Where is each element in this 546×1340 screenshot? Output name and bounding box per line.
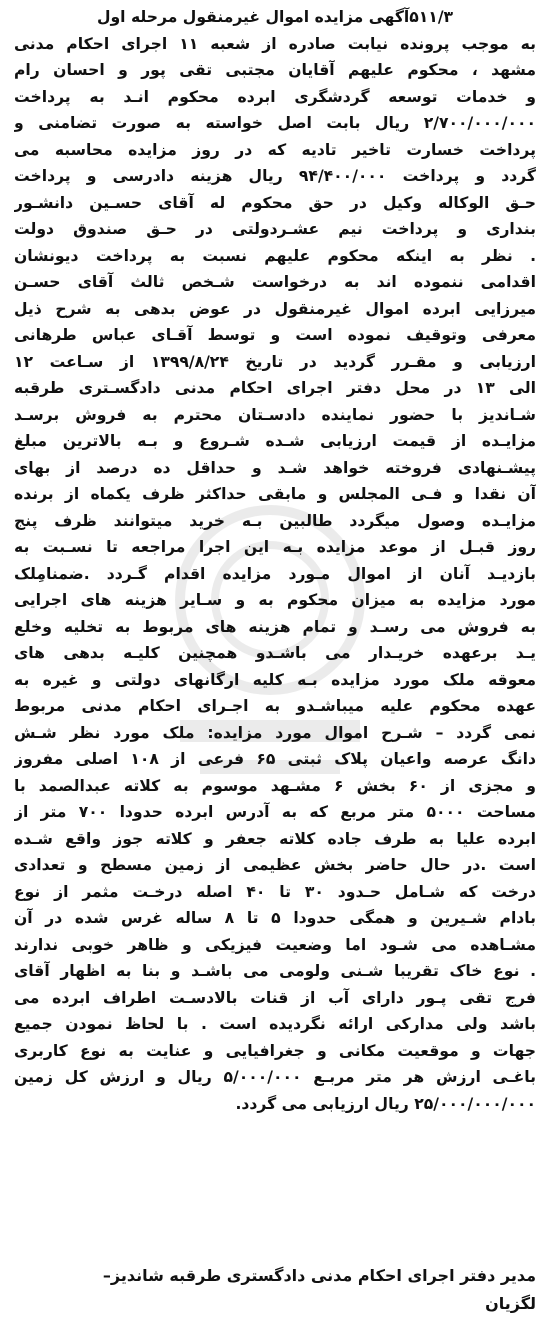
notice-line: مورد مزایده به میزان محکوم به و سـایر هزینه های اجرایی	[14, 591, 536, 609]
notice-line: بنداری و پرداخت نیم عشـردولتی در حـق صندوق دولت	[14, 220, 536, 238]
notice-line: مزایـده وصول میگردد طالبین بـه خرید میتوانند ظرف پنج	[14, 511, 536, 530]
notice-line: . نوع خاک تقریبا شـنی ولومی می باشـد و بنا به اظهار آقای	[14, 962, 536, 980]
notice-line: عهده محکوم علیه میباشـدو به اجـرای احکام مدنی مربوط	[14, 697, 536, 715]
notice-line: به موجب پرونده نیابت صادره از شعبه ۱۱ اجرای احکام مدنی	[14, 34, 536, 53]
notice-line: معرفی وتوقیف نموده است و توسط آقـای عباس طرهانی	[14, 326, 536, 344]
notice-line: بادام شـیرین و همگی حدودا ۵ تا ۸ ساله غرس شده در آن	[14, 909, 536, 927]
notice-line: میرزایی ابرده اموال غیرمنقول در عوض بدهی به شرح ذیل	[14, 299, 536, 318]
notice-line: الی ۱۳ در محل دفتر اجرای احکام مدنی دادگسـتری طرقبه	[14, 379, 536, 397]
notice-line: است .در حال حاضر بخش عظیمی از زمین مسطح و تعدادی	[14, 856, 536, 874]
notice-line: به فروش می رسـد و تمام هزینه های مربوط به تخلیه وخلع	[14, 617, 536, 636]
notice-line: مزایـده از قیمت ارزیابی شـده شـروع و بـه بالاترین مبلغ	[14, 432, 536, 450]
notice-line: یـد برعهده خریـدار می باشـدو همچنین کلیـه بدهی های	[14, 644, 536, 662]
notice-line: پیشـنهادی فروخته خواهد شـد و حداقل ده درصد از بهای	[14, 458, 536, 477]
notice-line: پرداخت خسارت تاخیر تادیه که در روز مزایده محاسبه می	[14, 140, 536, 159]
notice-line: معوقه ملک مورد مزایده بـه کلیه ارگانهای دولتی و غیره به	[14, 670, 536, 689]
signature-name: لگزیان	[485, 1294, 536, 1313]
notice-line: حـق الوکاله وکیل در حق محکوم له آقای حسـین دانشـور	[14, 193, 536, 212]
notice-line: جهات و موقعیت مکانی و جغرافیایی و عنایت به نوع کاربری	[14, 1041, 536, 1060]
auction-notice	[14, 4, 536, 1117]
notice-line: باغـی ارزش هر متر مربـع ۵/۰۰۰/۰۰۰ ریال و ارزش کل زمین	[14, 1068, 536, 1086]
signature-title: مدیر دفتر اجرای احکام مدنی دادگستری طرقبه شاندیز–	[102, 1266, 536, 1285]
notice-line: ابرده علیا به طرف جاده کلاته جعفر و کلاته جوز واقع شـده	[14, 829, 536, 848]
notice-line: بازدیـد آنان از اموال مـورد مزایده اقدام گـردد .ضمنامِلک	[14, 564, 536, 583]
notice-line: و خدمات توسعه گردشگری ابرده محکوم انـد به پرداخت	[14, 87, 536, 106]
notice-line: باشد ولی مدارکی ارائه نگردیده است . با لحاظ نمودن جمیع	[14, 1015, 536, 1033]
notice-line: دانگ عرصه واعیان پلاک ثبتی ۶۵ فرعی از ۱۰۸ اصلی مفروز	[14, 750, 536, 768]
signature-block	[14, 1262, 536, 1318]
notice-line: ارزیابی و مقـرر گردید در تاریخ ۱۳۹۹/۸/۲۴ از سـاعت ۱۲	[14, 352, 536, 371]
notice-line: ۲۵/۰۰۰/۰۰۰/۰۰۰ ریال ارزیابی می گردد.	[235, 1094, 536, 1113]
notice-line: فرج تقی پـور دارای آب از قنات بالادسـت اطراف ابرده می	[14, 988, 536, 1007]
notice-line: نمی گردد – شـرح اموال مورد مزایده: ملک مورد نظر شـش	[14, 723, 536, 742]
notice-line: مشهد ، محکوم علیهم آقایان مجتبی تقی پور و احسان رام	[14, 61, 536, 79]
notice-title: ۵۱۱/۳آگهی مزایده اموال غیرمنقول مرحله اول	[96, 8, 454, 26]
notice-line: درخت که شـامل حـدود ۳۰ تا ۴۰ اصله درخـت مثمر از نوع	[14, 882, 536, 901]
notice-line: آن نقدا و فـی المجلس و مابقی حداکثر ظرف یکماه از برنده	[14, 485, 536, 503]
notice-line: . نظر به اینکه محکوم علیهم نسبت به پرداخت دیونشان	[14, 246, 536, 265]
notice-line: مشـاهده می شـود اما وضعیت فیزیکی و ظاهر خوبی ندارند	[14, 935, 536, 954]
notice-line: مساحت ۵۰۰۰ متر مربع که به آدرس ابرده حدودا ۷۰۰ متر از	[14, 803, 536, 821]
notice-line: گردد و پرداخت ۹۴/۴۰۰/۰۰۰ ریال هزینه دادرسی و پرداخت	[14, 167, 536, 185]
notice-line: روز قبـل از موعد مزایده بـه این اجرا مراجعه تا نسـبت به	[14, 538, 536, 556]
notice-line: اقدامی ننموده اند به درخواست شـخص ثالث آقای حسـن	[14, 273, 536, 291]
notice-line: ۲/۷۰۰/۰۰۰/۰۰۰ ریال بابت اصل خواسته به صورت تضامنی و	[14, 114, 536, 132]
notice-line: و مجزی از ۶۰ بخش ۶ مشـهد موسوم به کلاته عبدالصمد با	[14, 776, 536, 795]
notice-line: شـاندیز با حضور نماینده دادسـتان محترم به فروش برسـد	[14, 405, 536, 424]
